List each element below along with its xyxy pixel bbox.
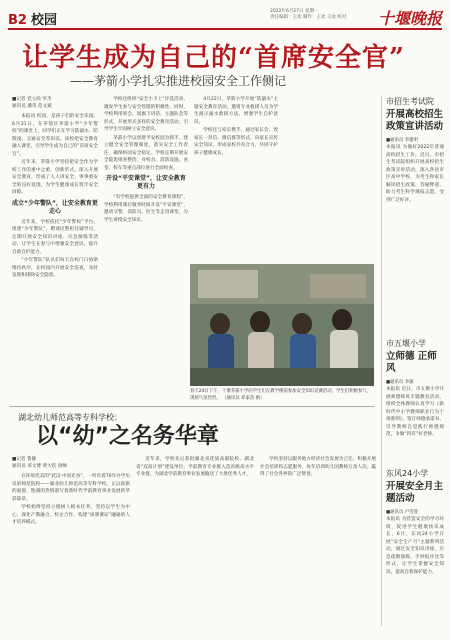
page-number: B2: [8, 13, 27, 28]
section-label: [8, 9, 57, 28]
sidebar: [386, 468, 444, 636]
paragraph: 学校坚持以服务地方经济社会发展为己任，积极开展社会培训和志愿服务，每年培训幼儿园教师万余人次，赢得了社会各界的广泛赞誉。: [260, 457, 376, 477]
page-header: [8, 8, 442, 30]
sidebar-byline: ■通讯员 李建明: [386, 138, 418, 143]
paragraph: 近年来，学校依托“少年警校”平台，组建“少年警队”，聘请民警担任辅导员，定期开展安全知识讲座、应急演练等活动，让学生在参与中增强安全意识，提升自救自护能力。: [12, 219, 98, 255]
second-article-col-3: [260, 456, 376, 632]
sidebar-divider: [381, 96, 382, 626]
photo-caption: [190, 388, 374, 402]
sidebar-kicker: 市五堰小学: [386, 339, 426, 348]
sidebar-headline: 开展高校招生政策宣讲活动: [386, 109, 444, 132]
sidebar-text: 本报讯 为营造安全的学习环境，促进学生健康快乐成长，6月，东风24小学开展“安全生产月”主题系列活动，通过安全知识讲座、应急疏散演练、手抄报评比等形式，让学生掌握安全知识，提高自我保护能力。: [386, 517, 444, 575]
paragraph: 本报讯 校园，是孩子们的安全乐园。6月21日，在茅箭区茅箭小学“少年警校”的课堂上，同学们正在学习防溺水、防欺凌、交通安全等知识。该校把安全教育融入课堂，引导学生成为自己的“首席安全官”。: [12, 114, 98, 157]
section-divider: [10, 406, 374, 407]
header-meta: [270, 9, 350, 21]
paragraph: “少年警队”队员们每天在校门口协助维持秩序，在校园内开展安全巡查，及时发现和排除安全隐患。: [12, 258, 98, 278]
main-headline: 让学生成为自己的“首席安全官”: [22, 43, 405, 73]
paragraph: 学校始终坚持立德树人根本任务，坚持以学生为中心，深化产教融合、校企合作，构建“岗课赛证”融通的人才培养模式。: [12, 505, 130, 525]
section-name: 校园: [30, 13, 57, 28]
sidebar-text: 本报讯 近日，市五堰小学开展师德师风专题教育活动，组织全体教师认真学习《新时代中小学教师职业行为十项准则》，签订师德承诺书，引导教师自觉践行师德规范，争做“四有”好老师。: [386, 387, 444, 437]
paragraph: 在环境优美的“武汉·中国光谷”，一所有着70年办学历史的师范院校——湖北幼儿师范高等专科学校，正以崭新的面貌、饱满的热情谱写着新时代学前教育事业发展的华彩篇章。: [12, 474, 130, 502]
subheading: 开设“平安课堂”，让安全教育更有力: [106, 175, 186, 190]
sidebar-headline: 开展安全月主题活动: [386, 481, 444, 504]
paragraph: 近年来，茅箭小学坚持把安全作为学校工作的重中之重，创新形式，深入开展安全教育，形成了人人讲安全、事事重安全的良好氛围，为学生健康成长筑牢安全屏障。: [12, 160, 98, 195]
photo-credit: （通讯员 邓家苗 摄）: [222, 396, 265, 401]
second-article-headline: 以“幼”之名务华章: [36, 424, 219, 449]
second-byline: ■记者 鲁静 通讯员 邓文博 黄大钦 徐畅: [12, 457, 67, 469]
sidebar-kicker: 东风24小学: [386, 469, 429, 478]
sidebar-headline: 立师德 正师风: [386, 351, 437, 374]
editor-line: 责任编辑：王欢 制作：王欢 王欢 校对: [270, 15, 347, 20]
paragraph: 4月22日，茅箭小学开展“防溺水”主题安全教育活动，邀请专业救援人员为学生演示溺水救援方法，增强学生自护意识。: [194, 97, 278, 125]
paragraph: “有学校提供全面的安全教育课程”，学校利用课后服务时间开设“平安课堂”，邀请交警、消防员、医生等走进课堂，为学生讲授安全知识。: [104, 195, 188, 223]
main-article-col-1: [12, 96, 98, 344]
date-line: 2022年6月27日 星期一: [270, 9, 319, 14]
photo-caption-box: [284, 264, 374, 386]
paragraph: 茅箭小学以创建平安校园为抓手，建立健全安全管理制度，落实安全工作责任，确保校园安全稳定。学校定期开展安全隐患排查整治，对校舍、消防设施、食堂、校车等重点部位进行全面检查。: [104, 135, 188, 171]
sidebar: [386, 338, 444, 486]
sidebar-byline: ■通讯员 李敏: [386, 380, 414, 385]
caption-text: 春天24日下午，十堰茅箭小学的学生们在教学楼前参加安全知识竞赛活动，学生们积极参与，现场气氛热烈。: [190, 389, 372, 401]
main-subheadline: ——茅箭小学扎实推进校园安全工作侧记: [70, 74, 287, 88]
sidebar-article: [386, 96, 444, 264]
main-article-col-2: [104, 96, 188, 344]
second-article-kicker: 湖北幼儿师范高等专科学校：: [18, 413, 122, 422]
sidebar: [386, 96, 444, 274]
sidebar-text: 本报讯 为做好2022年普通高校招生工作，近日，市招生考试院组织开展高校招生政策宣讲活动，深入各县市区高中学校，为考生和家长解读招生政策，答疑释惑，助力考生科学填报志愿，受到广泛好评。: [386, 145, 444, 203]
paragraph: 学校还与家长携手，通过家长会、致家长一封信、微信群等形式，向家长宣传安全知识，形成家校共育合力，共同守护孩子健康成长。: [194, 128, 278, 156]
second-article-col-2: [136, 456, 254, 632]
second-article-col-1: [12, 456, 130, 632]
sidebar-kicker: 市招生考试院: [386, 97, 434, 106]
sidebar-byline: ■通讯员 卢雪莲: [386, 510, 418, 515]
main-byline: ■记者 党立尚 罗杰 通讯员 潘英 范文斌: [12, 97, 52, 109]
paragraph: 近年来，学校先后获批湖北省优质高职院校、湖北省“双高计划”建设单位，学前教育专业群入选省级高水平专业群，为湖北学前教育事业发展输送了大批优秀人才。: [136, 457, 254, 477]
newspaper-logo: 十堰晚报: [377, 9, 442, 28]
subheading: 成立“少年警队”，让安全教育更走心: [12, 199, 98, 215]
paragraph: 学校还组织“安全小卫士”评选活动，激发学生参与安全管理的积极性。同时，学校利用班会、国旗下讲话、主题队会等形式，开展形式多样的安全教育活动，引导学生牢固树立安全意识。: [104, 97, 188, 132]
